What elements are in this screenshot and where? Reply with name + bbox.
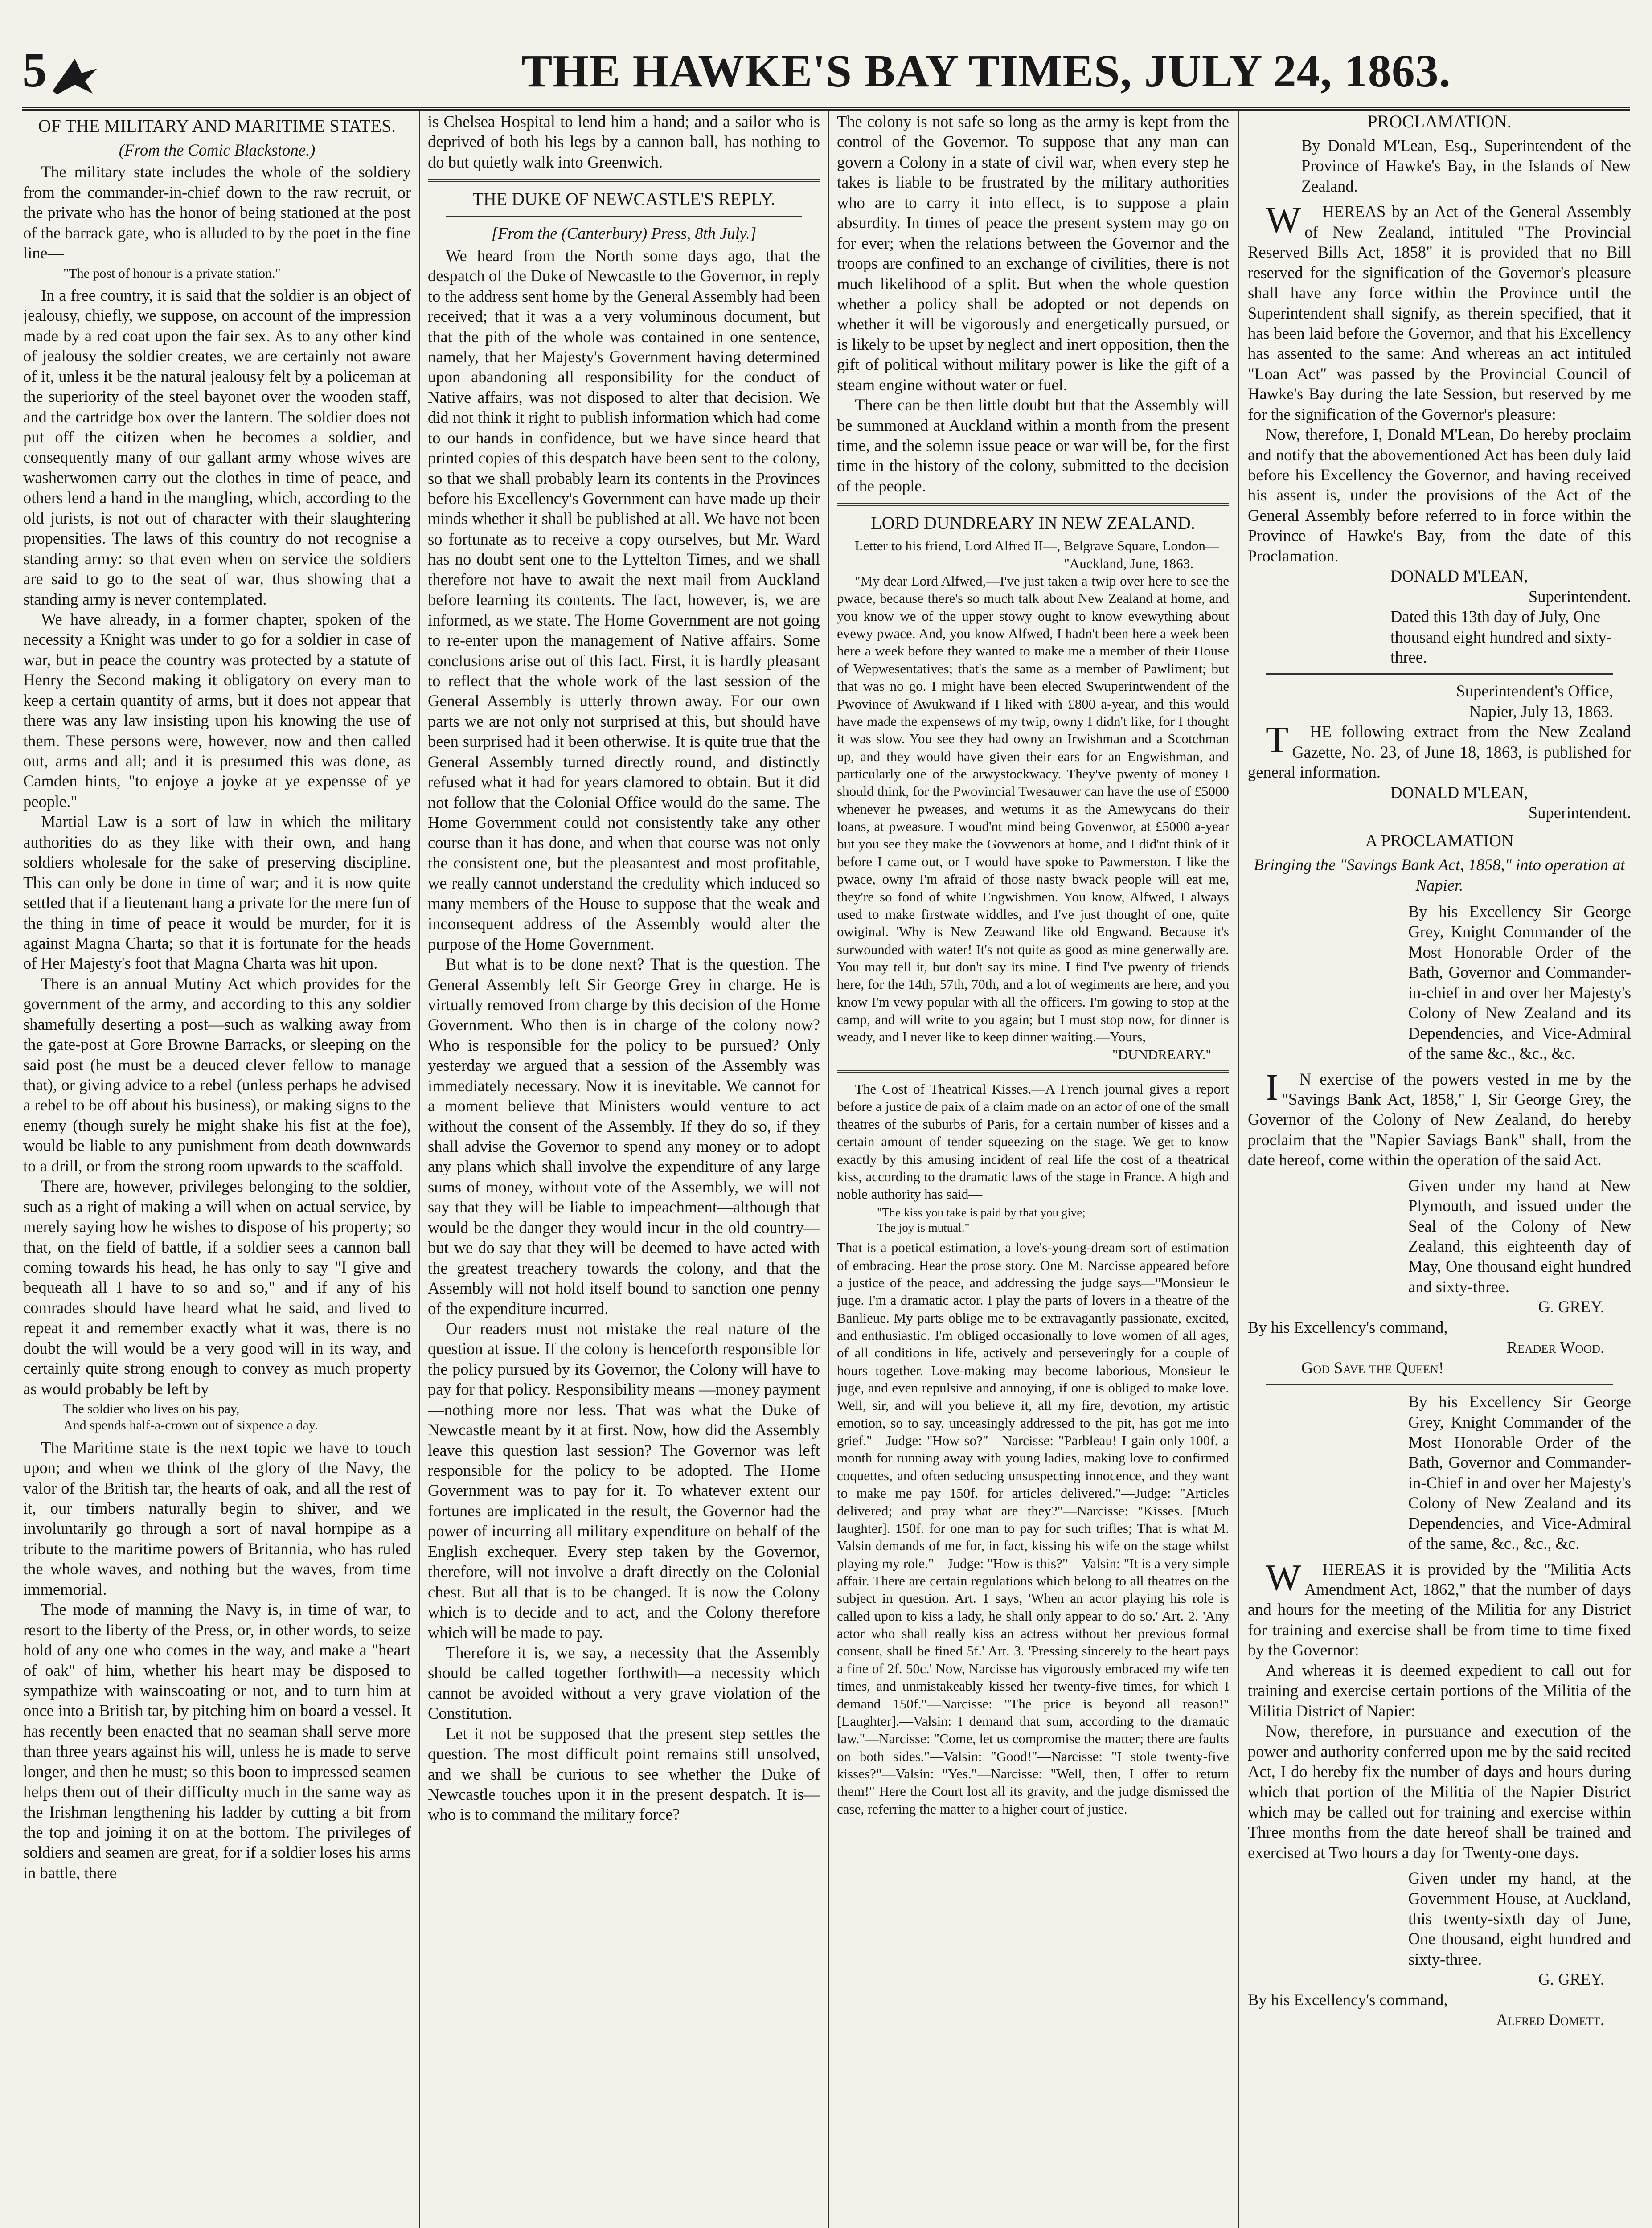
article-heading-newcastle-reply: THE DUKE OF NEWCASTLE'S REPLY. — [472, 189, 775, 209]
column-3 — [837, 111, 1229, 2228]
article-heading-military-states: OF THE MILITARY AND MARITIME STATES. — [38, 116, 396, 136]
command-line: By his Excellency's command, — [1248, 1990, 1448, 2009]
paragraph: There can be then little doubt but that the Assembly will be summoned at Auckland within a month from the present time, and the solemn issue peace or war will be, for the first time in the history of the colony, submitted to the decision of the people. — [837, 396, 1229, 495]
masthead — [22, 6, 1630, 111]
paragraph: That is a poetical estimation, a love's-young-dream sort of estimation of embracing. Hear the prose story. One M. Narcisse appeared before a justice of the peace, and addressing the judge says—"Monsieur le juge. I'm a dramatic actor. I play the parts of lovers in a theatre of the Banlieue. My parts oblige me to be extravagantly passionate, excited, and enthusiastic. I'm obliged occasionally to love women of all ages, of all conditions in life, actively and perseveringly for a couple of hours together. Love-making may become laborious, Monsieur le juge, and even repulsive and annoying, if one is obliged to make love. Well, sir, and will you believe it, all my fire, devotion, my artistic emotion, so to say, unceasingly addressed to the pit, has got me into grief."—Judge: "How so?"—Narcisse: "Parbleau! I gain only 100f. a month for running away with young ladies, making love to confirmed coquettes, and often seducing unsuspecting innocence, and they want to make me pay 150f. for articles delivered."—Judge: "Articles delivered; and pray what are they?"—Narcisse: "Kisses. [Much laughter]. 150f. for one man to pay for such trifles; That is what M. Valsin demands of me for, in fact, kissing his wife on the stage whilst playing my role."—Judge: "How is this?"—Valsin: "It is a very simple affair. There are certain regulations which belong to all theatres on the subject in question. Art. 1 says, 'When an actor playing his role is called upon to kiss a lady, he shall only appear to do so.' Art. 2. 'Any actor who shall really kiss an actress without her previous formal consent, shall be fined 5f.' Art. 3. 'Pressing sincerely to the heart pays a fine of 2f. 50c.' Now, Narcisse has vigorously embraced my wife ten times, and unmistakeably kissed her twenty-five times, for which I demand 150f."—Narcisse: "The price is beyond all reason!" [Laughter].—Valsin: I demand that sum, according to the dramatic law."—Narcisse: "Come, let us compromise the matter; there are faults on both sides."—Valsin: "Good!"—Narcisse: "I stole twenty-five kisses?"—Valsin: "Yes."—Narcisse: "Well, then, I offer to return them!" Here the Court lost all its gravity, and the judge dismissed the case, referring the matter to a higher court of justice. — [837, 1240, 1229, 1817]
letter-dateline: "Auckland, June, 1863. — [1064, 555, 1193, 571]
paragraph: is Chelsea Hospital to lend him a hand; and a sailor who is deprived of both his legs by a cannon ball, has nothing to do but quietly walk into Greenwich. — [428, 112, 820, 171]
proclamation-issuer: By his Excellency Sir George Grey, Knight Commander of the Most Honorable Order of the Bath, Governor and Commander-in-Chief in and over her Majesty's Colony of New Zealand and its Dependencies, and Vice-Admiral of the same, &c., &c., &c. — [1408, 1392, 1631, 1553]
signature: DONALD M'LEAN, — [1390, 783, 1528, 802]
paragraph: WHEREAS by an Act of the General Assembly of New Zealand, intituled "The Provincial Reserved Bills Act, 1858" it is provided that no Bill reserved for the signification of the Governor's pleasure shall have any force within the Province until the Superintendent shall signify, as therein specified, that it has been laid before the Governor, and that his Excellency has assented to the same: And whereas an act intituled "Loan Act" was passed by the Provincial Council of Hawke's Bay during the late Session, but reserved by me for the signification of the Governor's pleasure: — [1248, 199, 1631, 423]
given-under-hand: Given under my hand at New Plymouth, and issued under the Seal of the Colony of New Zealand, this eighteenth day of May, One thousand eight hundred and sixty-three. — [1408, 1176, 1631, 1296]
verse-line: "The kiss you take is paid by that you give; — [877, 1205, 1086, 1219]
signature-title: Superintendent. — [1528, 803, 1631, 822]
signature: G. GREY. — [1538, 1970, 1604, 1989]
paragraph: There is an annual Mutiny Act which provides for the government of the army, and according to this any soldier shamefully deserting a post—such as walking away from the gate-post at Gore Browne Barracks, or sleeping on the said post (he must be a deuced clever fellow to manage that), or giving advice to a rebel (unless perhaps he advised a rebel to be off about his business), or making signs to the enemy (though surely he might shake his fist at the foe), would be liable to any punishment from death downwards to a drill, or from the strong room upwards to the scaffold. — [23, 974, 411, 1175]
section-divider — [428, 179, 820, 182]
paragraph: In a free country, it is said that the soldier is an object of jealousy, chiefly, we suppose, on account of the impression made by a red coat upon the fair sex. As to any other kind of jealousy the soldier creates, we are certainly not aware of it, unless it be the natural jealousy felt by a policeman at the superiority of the steel bayonet over the wooden staff, and the cartridge box over the lantern. The soldier does not put off the citizen when he becomes a soldier, and consequently many of our gallant army whose wives are washerwomen carry out the clothes in time of peace, and others lend a hand in the mangling, which, according to the old jurists, is not out of character with their slaughtering propensities. The laws of this country do not recognise a standing army: so that even when on service the soldiers are said to go to the seat of war, thus showing that a standing army is never contemplated. — [23, 286, 411, 608]
office-date: Napier, July 13, 1863. — [1469, 702, 1613, 721]
paragraph: Let it not be supposed that the present step settles the question. The most difficult point remains still unsolved, and we shall be curious to see whether the Duke of Newcastle touches upon it in the present despatch. It is—who is to command the military force? — [428, 1724, 820, 1824]
verse-line: And spends half-a-crown out of sixpence a day. — [63, 1418, 318, 1433]
verse-line: The soldier who lives on his pay, — [63, 1401, 240, 1417]
article-heading-dundreary: LORD DUNDREARY IN NEW ZEALAND. — [871, 513, 1195, 533]
paragraph: The military state includes the whole of the soldiery from the commander-in-chief down to the raw recruit, or the private who has the honor of being stationed at the post of the barrack gate, who is alluded to by the poet in the fine line— — [23, 163, 411, 262]
paragraph: We heard from the North some days ago, that the despatch of the Duke of Newcastle to the Governor, in reply to the address sent home by the General Assembly had been received; that it was a a very voluminous document, but that the pith of the whole was contained in one sentence, namely, that her Majesty's Government having determined upon abandoning all responsibility for the conduct of Native affairs, was not disposed to alter that decision. We did not think it right to publish information which had come to our hands in confidence, but we have since heard that printed copies of this despatch have been sent to the colony, so that we shall probably learn its contents in the Provinces before his Excellency's Government can have made up their minds whether it shall be published at all. We have not been so fortunate as to receive a copy ourselves, but Mr. Ward has no doubt sent one to the Lyttelton Times, and we shall therefore not have to await the next mail from Auckland before learning its contents. The fact, however, is, we are informed, as we state. The Home Government are not going to re-enter upon the management of Native affairs. Some conclusions arise out of this fact. First, it is hardly pleasant to reflect that the whole work of the last session of the General Assembly is utterly thrown away. For our own parts we are not only not surprised at this, but should have been surprised had it been otherwise. It is quite true that the General Assembly turned directly round, and distinctly refused what it had for years clamored to obtain. But it did not follow that the Colonial Office would do the same. The Home Government could not consistently take any other course than it has done, and when that course was not only the consistent one, but the pleasantest and most profitable, we really cannot understand the credulity which induced so many members of the House to suppose that the weak and inconsequent address of the Assembly would alter the purpose of the Home Government. — [428, 246, 820, 953]
section-divider — [837, 1070, 1229, 1073]
paragraph: There are, however, privileges belonging to the soldier, such as a right of making a will when on actual service, by merely saying how he wishes to dispose of his property; so that, on the field of battle, if a soldier sees a cannon ball coming towards his head, he has only to say "I give and bequeath all I have to so and so," and if any of his comrades should have heard what he said, and lived to repeat it and remember exactly what it was, there is no doubt the will would be a very good will in its way, and certainly quite strong enough to convey as much property as would probably be left by — [23, 1177, 411, 1398]
proclamation-heading: A PROCLAMATION — [1365, 831, 1514, 851]
divider — [1266, 673, 1613, 675]
divider — [1266, 1384, 1613, 1385]
proclamation-issuer: By his Excellency Sir George Grey, Knight Commander of the Most Honorable Order of the Bath, Governor and Commander-in-chief in and over her Majesty's Colony of New Zealand and its Dependencies, and Vice-Admiral of the same &c., &c., &c. — [1408, 902, 1631, 1063]
page-number-text: 5 — [22, 43, 47, 98]
article-theatrical-kisses: The Cost of Theatrical Kisses.—A French journal gives a report before a justice de paix of a claim made on an actor of one of the small theatres of the suburbs of Paris, for a certain number of kisses and a certain amount of tender squeezing on the stage. We get to know exactly by this amusing incident of real life the cost of a theatrical kiss, according to the dramatic laws of the stage in France. A high and noble authority has said— — [837, 1081, 1229, 1202]
divider — [446, 216, 802, 217]
page-number — [22, 40, 99, 107]
proclamation-subtitle: Bringing the "Savings Bank Act, 1858," into operation at Napier. — [1254, 856, 1625, 894]
column-rule — [1238, 111, 1239, 2228]
paragraph: IN exercise of the powers vested in me by the "Savings Bank Act, 1858," I, Sir George Grey, the Governor of the Colony of New Zealand, do hereby proclaim that the "Napier Saviags Bank" shall, from the date hereof, come within the operation of the said Act. — [1248, 1066, 1631, 1169]
command-name: Alfred Domett. — [1496, 2011, 1604, 2029]
closing-line: God Save the Queen! — [1301, 1358, 1444, 1377]
verse-line: The joy is mutual." — [877, 1220, 970, 1234]
proclamation-issuer: By Donald M'Lean, Esq., Superintendent of the Province of Hawke's Bay, in the Islands of New Zealand. — [1301, 136, 1631, 195]
signature: G. GREY. — [1538, 1298, 1604, 1316]
paragraph: And whereas it is deemed expedient to call out for training and exercise certain portions of the Militia of the Militia District of Napier: — [1248, 1661, 1631, 1720]
paragraph: We have already, in a former chapter, spoken of the necessity a Knight was under to go for a soldier in case of war, but in peace the country was protected by a statute of Henry the Second making it obligatory on every man to keep a certain quantity of arms, but it does not appear that there was any law insisting upon his knowing the use of them. These persons were, however, now and then called out, arms and all; and it is presumed this was done, as Camden hints, "to enjoye a joyke at ye expensse of ye people." — [23, 610, 411, 811]
letter-signature: "DUNDREARY." — [1112, 1046, 1211, 1062]
dated-line: Dated this 13th day of July, One thousand eight hundred and sixty-three. — [1390, 607, 1612, 666]
section-divider — [837, 503, 1229, 506]
hawk-emblem-icon — [50, 55, 99, 95]
paragraph: The mode of manning the Navy is, in time of war, to resort to the liberty of the Press, or, in other words, to seize hold of any one who comes in the way, and make a "heart of oak" of him, whether his heart may be disposed to sympathize with wainscoating or not, and to turn him at once into a British tar, by pitching him on board a vessel. It has recently been enacted that no seaman shall serve more than three years against his will, unless he is made to serve longer, and then he must; so this boon to impressed seamen helps them out of their difficulty much in the same way as the Irishman lengthening his ladder by cutting a bit from the top and joining it on at the bottom. The privileges of soldiers and seamen are great, for if a soldier loses his arms in battle, there — [23, 1600, 411, 1882]
newspaper-title: THE HAWKE'S BAY TIMES, JULY 24, 1863. — [521, 45, 1451, 97]
column-4 — [1248, 111, 1631, 2228]
command-name: Reader Wood. — [1506, 1338, 1604, 1357]
paragraph: But what is to be done next? That is the question. The General Assembly left Sir George Grey in charge. He is virtually removed from charge by this decision of the Home Government. Who then is in charge of the colony now? Who is responsible for the policy to be pursued? Only yesterday we argued that a session of the Assembly was immediately necessary. Now it is inevitable. We cannot for a moment believe that Ministers would venture to act without the consent of the Assembly. If they do so, if they shall advise the Governor to spend any money or to adopt any plans which shall involve the expenditure of any large sums of money, without vote of the Assembly, we will not say that they will be liable to impeachment—although that would be the danger they would incur in the old country—but we do say that they will be deemed to have acted with the greatest treachery towards the colony, and that the Assembly will not hold itself bound to sanction one penny of the expenditure incurred. — [428, 955, 820, 1318]
paragraph: Therefore it is, we say, a necessity that the Assembly should be called together forthwith—a necessity which cannot be avoided without a very grave violation of the Constitution. — [428, 1643, 820, 1723]
paragraph: Martial Law is a sort of law in which the military authorities do as they like with their own, and hang soldiers wholesale for the sake of preserving discipline. This can only be done in time of war; and it is now quite settled that if a lieutenant hang a private for the mere fun of the thing in time of peace it would be murder, for it is against Magna Charta; so that it is fortunate for the heads of Her Majesty's foot that Magna Charta was hit upon. — [23, 812, 411, 973]
paragraph: THE following extract from the New Zealand Gazette, No. 23, of June 18, 1863, is published for general information. — [1248, 719, 1631, 782]
paragraph: WHEREAS it is provided by the "Militia Acts Amendment Act, 1862," that the number of days and hours for the meeting of the Militia for any District for training and exercise shall be from time to time fixed by the Governor: — [1248, 1556, 1631, 1659]
paragraph: Our readers must not mistake the real nature of the question at issue. If the colony is henceforth responsible for the policy pursued by its Governor, the Colony will have to pay for that policy. Responsibility means —money payment—nothing more nor less. That was what the Duke of Newcastle meant by it at first. Now, how did the Assembly leave this question last session? The Governor was left responsible for the policy to be adopted. The Home Government was to pay for it. To whatever extent our fortunes are implicated in the result, the Governor had the power of incurring all military expenditure on behalf of the English exchequer. Every step taken by the Governor, therefore, will not involve a draft directly on the Colonial chest. But all that is to be changed. It is now the Colony which is to decide and to act, and the Colony therefore which will be made to pay. — [428, 1319, 820, 1642]
given-under-hand: Given under my hand, at the Government House, at Auckland, this twenty-sixth day of June, One thousand, eight hundred and sixty-three. — [1408, 1869, 1631, 1968]
column-2 — [428, 111, 820, 2228]
paragraph: The colony is not safe so long as the army is kept from the control of the Governor. To suppose that any man can govern a Colony in a state of civil war, when every step he takes is liable to be frustrated by the military authorities who are to carry it into effect, is to suppose a plain absurdity. In times of peace the present system may go on for ever; when the relations between the Governor and the troops are confined to an exchange of civilities, there is not much likelihood of a split. But when the whole question whether a policy shall be adopted or not depends on whether it will be vigorously and energetically pursued, or is likely to be upset by neglect and inert opposition, then the gift of political without military power is like the gift of a steam engine without water or fuel. — [837, 112, 1229, 394]
signature: DONALD M'LEAN, — [1390, 567, 1528, 586]
paragraph: The Maritime state is the next topic we have to touch upon; and when we think of the glory of the Navy, the valor of the British tar, the hearts of oak, and all the rest of it, our timbers naturally begin to shiver, and we involuntarily go through a sort of naval hornpipe as a tribute to the maritime powers of Britannia, who has ruled the whole waves, and nothing but the waves, from time immemorial. — [23, 1438, 411, 1598]
signature-title: Superintendent. — [1528, 587, 1631, 606]
letter-body: "My dear Lord Alfwed,—I've just taken a twip over here to see the pwace, because there's so much talk about New Zealand at home, and you know we of the upper stowy ought to know evewything about evewy pwace. And, you know Alfwed, I hadn't been here a week been here a week before they wanted to make me a member of their House of Wepwesentatives; that's the same as a member of Pawliment; but that was no go. I might have been elected Swuperintwendent of the Pwovince of Awukwand if I liked with £800 a-year, and this would have made the expensews of my twip, owny I didn't like, for I thought it was slow. You see they had owny an Irwishman and a Scotchman up, and they would have given their ears for an Engwishman, and particularly one of the arwystockwacy. They've pwenty of money I should think, for the Pwovincial Twesauwer can have the use of £5000 whenever he pweases, and wetums it as the Amewycans do their loans, at pweasure. I woud'nt mind being Govenwor, at £5000 a-year but you see they make the Govwenors at home, and I did'nt think of it before I came out, or I would have spoke to Pawmerston. I like the pwace, owny I'm afraid of those nasty bwack people will eat me, they're so fond of white Engwishmen. You know, Alfwed, I always used to make firstwate widdles, and I've just thought of one, quite owiginal. 'Why is New Zeawand like old Engwand. Because it's surwounded with water! It's not quite as good as mine generwally are. You may tell it, but don't say its mine. I find I've pwenty of friends here, for the 14th, 57th, 70th, and a lot of wegiments are here, and you know I'm vewy popular with all the officers. I'm gowing to stop at the camp, and will write to you again; but I must stop now, for dinner is weady, and I never like to keep dinner waiting.—Yours, — [837, 573, 1229, 1045]
paragraph: Now, therefore, I, Donald M'Lean, Do hereby proclaim and notify that the abovementioned Act has been duly laid before his Excellency the Governor, and having received his assent is, under the provisions of the Act of the General Assembly before referred to in force within the Province of Hawke's Bay, from the date of this Proclamation. — [1248, 425, 1631, 565]
paragraph: Now, therefore, in pursuance and execution of the power and authority conferred upon me by the said recited Act, I do hereby fix the number of days and hours during which that portion of the Militia of the Napier District which may be called out for training and exercise within Three months from the date hereof shall be trained and exercised at Two hours a day for Twenty-one days. — [1248, 1722, 1631, 1862]
letter-intro: Letter to his friend, Lord Alfred II—, Belgrave Square, London— — [855, 538, 1219, 554]
article-source: [From the (Canterbury) Press, 8th July.] — [491, 224, 757, 243]
column-1 — [23, 111, 411, 2228]
proclamation-heading: PROCLAMATION. — [1367, 111, 1512, 131]
command-line: By his Excellency's command, — [1248, 1318, 1448, 1336]
office-line: Superintendent's Office, — [1456, 682, 1613, 700]
column-rule — [419, 111, 420, 2228]
column-rule — [828, 111, 829, 2228]
article-source: (From the Comic Blackstone.) — [119, 141, 316, 159]
quotation: "The post of honour is a private station." — [63, 266, 281, 281]
